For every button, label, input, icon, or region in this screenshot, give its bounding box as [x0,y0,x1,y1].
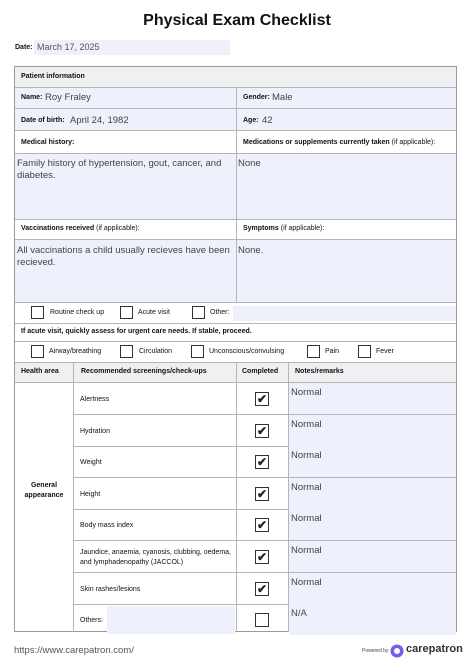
col-screenings: Recommended screenings/check-ups [81,368,207,375]
screening-item: Skin rashes/lesions [80,586,141,593]
notes-field[interactable]: Normal [291,577,322,588]
vaccinations-label: Vaccinations received (if applicable): [21,225,140,232]
fever-checkbox[interactable] [358,345,371,358]
acute-note: If acute visit, quickly assess for urgent care needs. If stable, proceed. [21,328,252,335]
vaccinations-field[interactable]: All vaccinations a child usually recieves have been recieved. [17,245,230,268]
powered-by-label: Powered by [362,648,389,654]
brand-name: carepatron [406,643,463,655]
date-label: Date: [15,44,33,51]
gender-label: Gender: [243,94,270,101]
medical-history-field[interactable]: Family history of hypertension, gout, cancer, and diabetes. [17,158,222,181]
airway-label: Airway/breathing [49,348,102,355]
routine-label: Routine check up [50,309,105,316]
health-area-general: General appearance [24,482,64,499]
fever-label: Fever [376,348,394,355]
name-field[interactable]: Roy Fraley [45,92,91,103]
notes-field[interactable]: Normal [291,419,322,430]
check-mark-icon: ✔ [256,424,268,438]
screening-item: Weight [80,459,102,466]
screening-item: Alertness [80,396,110,403]
page-title: Physical Exam Checklist [143,12,331,29]
completed-checkbox[interactable] [255,424,269,438]
pain-checkbox[interactable] [307,345,320,358]
airway-checkbox[interactable] [31,345,44,358]
completed-checkbox[interactable] [255,550,269,564]
date-field[interactable]: March 17, 2025 [34,40,230,55]
completed-checkbox[interactable] [255,487,269,501]
age-label: Age: [243,117,259,124]
circulation-checkbox[interactable] [120,345,133,358]
acute-checkbox[interactable] [120,306,133,319]
others-field[interactable] [107,606,235,634]
check-mark-icon: ✔ [256,550,268,564]
notes-field-bg [289,604,456,635]
screening-item: Others: [80,617,103,624]
screening-item: Body mass index [80,522,134,529]
name-label: Name: [21,94,43,101]
completed-checkbox[interactable] [255,582,269,596]
check-mark-icon: ✔ [256,487,268,501]
notes-field[interactable]: Normal [291,387,322,398]
patient-info-label: Patient information [21,73,85,80]
check-mark-icon: ✔ [256,455,268,469]
check-mark-icon: ✔ [256,582,268,596]
dob-field[interactable]: April 24, 1982 [70,115,129,126]
other-field[interactable] [233,306,456,321]
other-checkbox[interactable] [192,306,205,319]
age-field[interactable]: 42 [262,115,273,126]
circulation-label: Circulation [139,348,173,355]
screening-item: Jaundice, anaemia, cyanosis, clubbing, oedema, and lymphadenopathy (JACCOL) [80,549,231,566]
routine-checkbox[interactable] [31,306,44,319]
col-notes: Notes/remarks [295,368,344,375]
completed-checkbox[interactable] [255,613,269,627]
completed-checkbox[interactable] [255,392,269,406]
symptoms-label: Symptoms (if applicable): [243,225,325,232]
exam-form [14,66,457,632]
completed-checkbox[interactable] [255,455,269,469]
footer-url-link[interactable]: https://www.carepatron.com/ [14,645,134,656]
notes-field[interactable]: N/A [291,608,307,619]
completed-checkbox[interactable] [255,518,269,532]
check-mark-icon: ✔ [256,518,268,532]
screening-item: Height [80,491,101,498]
acute-label: Acute visit [138,309,170,316]
symptoms-field[interactable]: None. [238,245,264,256]
medications-label: Medications or supplements currently taken (if applicable): [243,139,436,146]
check-mark-icon: ✔ [256,392,268,406]
carepatron-logo-icon [390,644,404,658]
medications-field[interactable]: None [238,158,261,169]
notes-field[interactable]: Normal [291,450,322,461]
notes-field[interactable]: Normal [291,545,322,556]
notes-field[interactable]: Normal [291,513,322,524]
screening-item: Hydration [80,428,110,435]
dob-label: Date of birth: [21,117,65,124]
other-label: Other: [210,309,230,316]
medical-history-label: Medical history: [21,139,75,146]
notes-field[interactable]: Normal [291,482,322,493]
unconscious-checkbox[interactable] [191,345,204,358]
gender-field[interactable]: Male [272,92,293,103]
col-health-area: Health area [21,368,59,375]
pain-label: Pain [325,348,340,355]
unconscious-label: Unconscious/convulsing [209,348,285,355]
col-completed: Completed [242,368,279,375]
